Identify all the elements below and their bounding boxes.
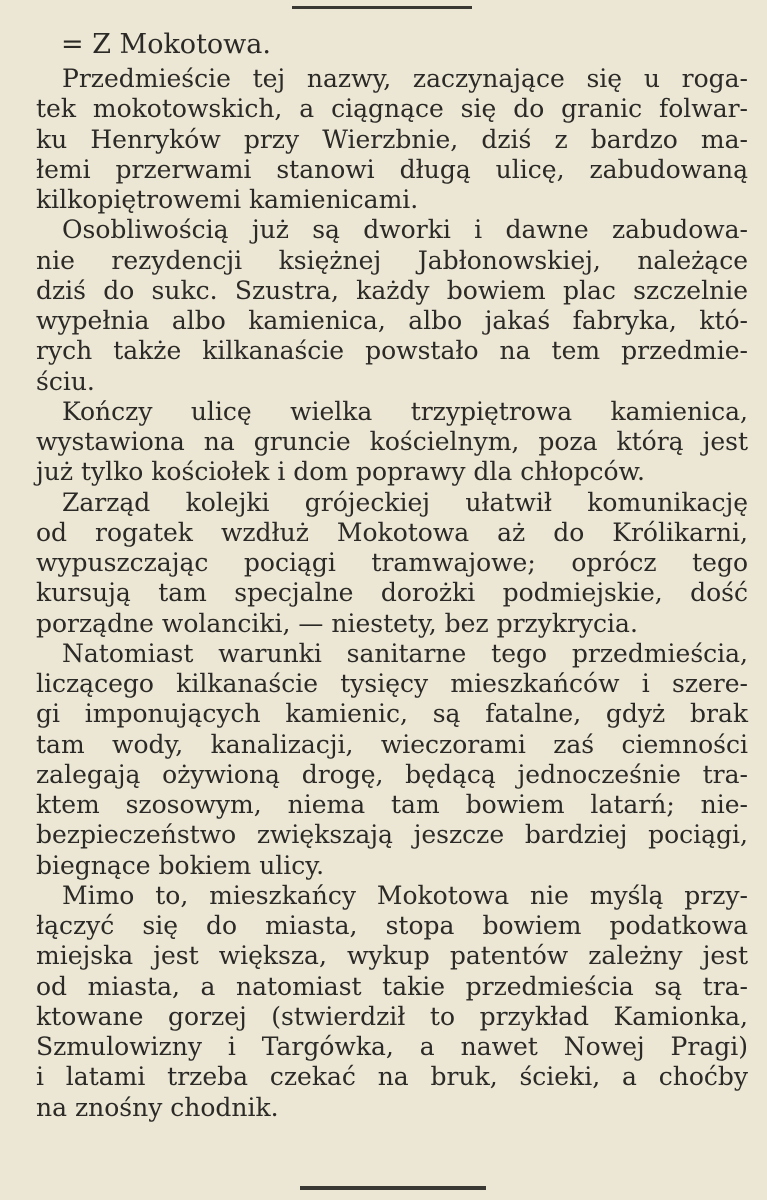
text-line: Zarząd kolejki grójeckiej ułatwił komunikację <box>62 487 748 517</box>
text-line: kursują tam specjalne dorożki podmiejskie, dość <box>36 578 748 608</box>
text-line: i latami trzeba czekać na bruk, ścieki, a choćby <box>36 1062 748 1092</box>
text-line: ściu. <box>36 366 95 396</box>
text-line: Osobliwością już są dworki i dawne zabudowa- <box>62 215 748 245</box>
text-line: wystawiona na gruncie kościelnym, poza którą jest <box>36 427 748 456</box>
article-paragraph-1 <box>36 64 748 215</box>
article-paragraph-2 <box>36 215 748 397</box>
text-line: ktem szosowym, niema tam bowiem latarń; nie- <box>36 790 748 819</box>
text-line: bezpieczeństwo zwiększają jeszcze bardziej pociągi, <box>36 820 748 850</box>
text-line: łączyć się do miasta, stopa bowiem podatkowa <box>36 911 748 940</box>
text-line: tam wody, kanalizacji, wieczorami zaś ciemności <box>36 729 748 759</box>
top-divider-rule <box>292 6 472 9</box>
text-line: ku Henryków przy Wierzbnie, dziś z bardzo ma- <box>36 124 748 154</box>
text-line: od miasta, a natomiast takie przedmieścia są tra- <box>36 971 748 1001</box>
text-line: tek mokotowskich, a ciągnące się do granic folwar- <box>36 94 748 124</box>
article-heading: = Z Mokotowa. <box>61 29 271 60</box>
news-article <box>36 30 748 1123</box>
text-line: Mimo to, mieszkańcy Mokotowa nie myślą przy- <box>62 880 748 910</box>
text-line: gi imponujących kamienic, są fatalne, gdyż brak <box>36 699 748 729</box>
text-line: wypełnia albo kamienica, albo jakaś fabryka, któ- <box>36 306 748 335</box>
text-line: dziś do sukc. Szustra, każdy bowiem plac szczelnie <box>36 275 748 305</box>
text-line: zalegają ożywioną drogę, będącą jednocześnie tra- <box>36 759 748 789</box>
text-line: łemi przerwami stanowi długą ulicę, zabudowaną <box>36 154 748 184</box>
article-paragraph-3 <box>36 397 748 488</box>
article-paragraph-5 <box>36 639 748 881</box>
article-paragraph-6 <box>36 881 748 1123</box>
text-line: miejska jest większa, wykup patentów zależny jest <box>36 941 748 971</box>
text-line: porządne wolanciki, — niestety, bez przykrycia. <box>36 608 638 638</box>
text-line: ktowane gorzej (stwierdził to przykład Kamionka, <box>36 1001 748 1031</box>
text-line: kilkopiętrowemi kamienicami. <box>36 185 419 214</box>
text-line: rych także kilkanaście powstało na tem przedmie- <box>36 336 748 366</box>
article-paragraph-4 <box>36 488 748 639</box>
text-line: liczącego kilkanaście tysięcy mieszkańców i szere- <box>36 669 748 698</box>
bottom-divider-rule <box>300 1186 486 1190</box>
text-line: na znośny chodnik. <box>36 1092 279 1122</box>
text-line: wypuszczając pociągi tramwajowe; oprócz tego <box>36 548 748 577</box>
text-line: biegnące bokiem ulicy. <box>36 850 325 880</box>
text-line: Szmulowizny i Targówka, a nawet Nowej Pragi) <box>36 1032 748 1061</box>
text-line: Kończy ulicę wielka trzypiętrowa kamienica, <box>62 396 748 426</box>
text-line: od rogatek wzdłuż Mokotowa aż do Królikarni, <box>36 517 748 547</box>
text-line: nie rezydencji księżnej Jabłonowskiej, należące <box>36 245 748 275</box>
text-line: Natomiast warunki sanitarne tego przedmieścia, <box>62 638 748 668</box>
text-line: już tylko kościołek i dom poprawy dla chłopców. <box>36 457 645 487</box>
text-line: Przedmieście tej nazwy, zaczynające się u roga- <box>62 64 748 93</box>
